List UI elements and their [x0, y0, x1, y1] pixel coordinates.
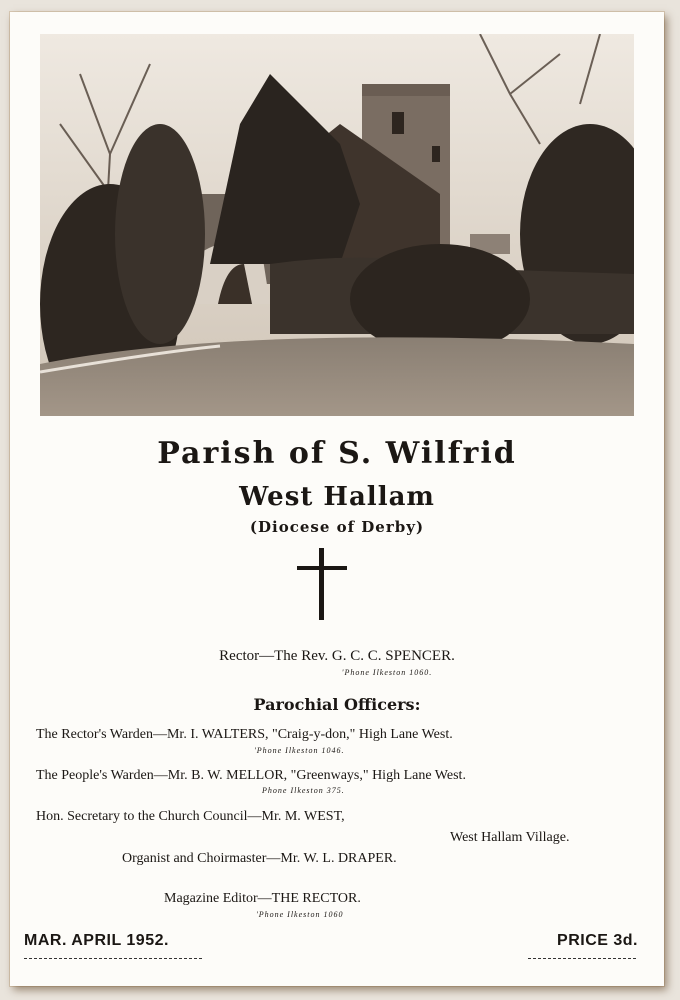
rectors-warden-line: The Rector's Warden—Mr. I. WALTERS, "Craig-y-don," High Lane West.	[36, 727, 453, 742]
price-underline	[528, 958, 636, 959]
peoples-warden-phone: Phone Ilkeston 375.	[262, 786, 345, 795]
editor-phone: 'Phone Ilkeston 1060	[256, 910, 344, 919]
rector-line: Rector—The Rev. G. C. C. SPENCER.	[219, 648, 455, 664]
date-underline	[24, 958, 202, 959]
editor-line: Magazine Editor—THE RECTOR.	[164, 891, 361, 906]
rector-phone: 'Phone Ilkeston 1060.	[341, 668, 433, 677]
peoples-warden-line: The People's Warden—Mr. B. W. MELLOR, "Greenways," High Lane West.	[36, 768, 466, 783]
church-photo-image	[40, 34, 634, 416]
secretary-line: Hon. Secretary to the Church Council—Mr. M. WEST,	[36, 809, 345, 824]
rectors-warden-phone: 'Phone Ilkeston 1046.	[254, 746, 345, 755]
issue-date: MAR. APRIL 1952.	[24, 932, 169, 949]
church-photo	[40, 34, 634, 416]
diocese-label: (Diocese of Derby)	[249, 518, 425, 536]
organist-line: Organist and Choirmaster—Mr. W. L. DRAPER.	[122, 851, 397, 866]
secretary-address: West Hallam Village.	[450, 830, 570, 845]
cross-icon	[297, 548, 347, 620]
officers-heading: Parochial Officers:	[253, 695, 421, 714]
magazine-cover	[10, 12, 664, 986]
parish-subtitle: West Hallam	[239, 482, 435, 512]
parish-title: Parish of S. Wilfrid	[157, 436, 517, 471]
issue-price: PRICE 3d.	[557, 932, 638, 949]
